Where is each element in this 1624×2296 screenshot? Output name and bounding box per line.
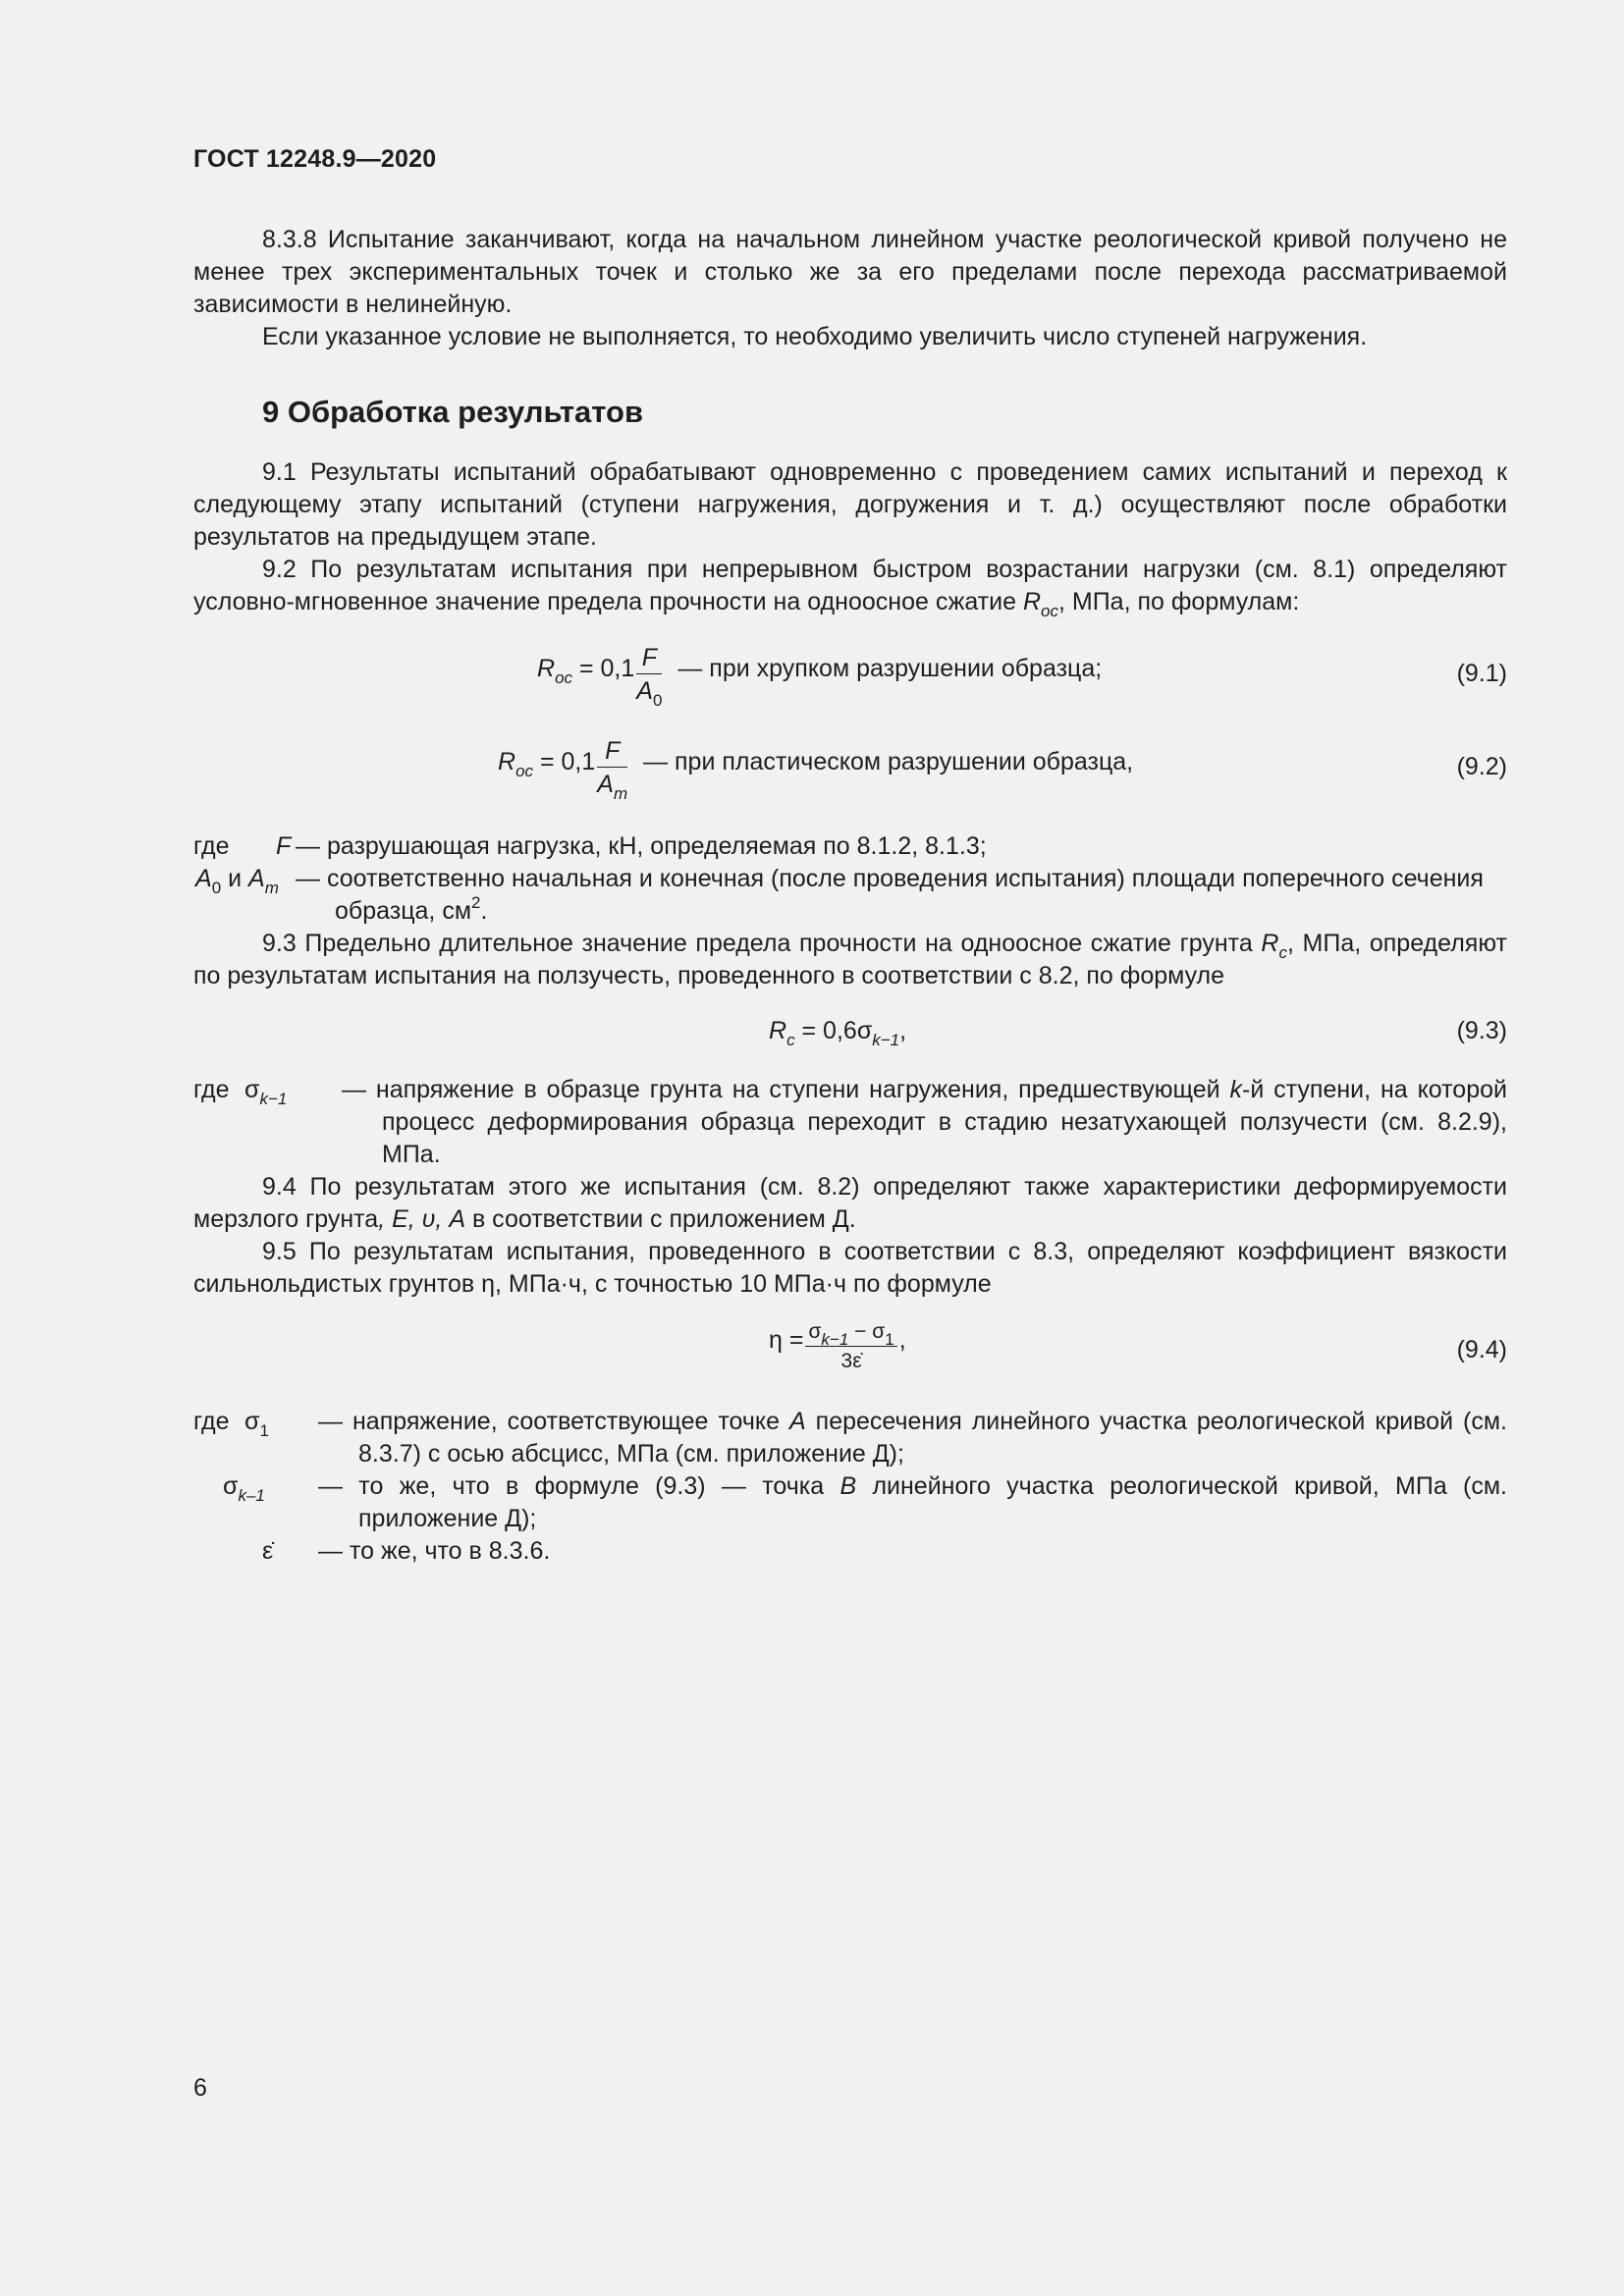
page-number: 6	[193, 2074, 207, 2102]
formula-9-2	[193, 736, 1507, 825]
formula-number: (9.1)	[1456, 660, 1507, 687]
definitions-9-3	[193, 1074, 1507, 1171]
formula-9-1	[193, 643, 1507, 731]
paragraph-text: Если указанное условие не выполняется, то необходимо увеличить число ступеней нагружения.	[262, 323, 1368, 350]
paragraph-text: 9.2 По результатам испытания при непрерывном быстром возрастании нагрузки (см. 8.1) определяют условно-мгновенное значение предела прочности на одноосное сжатие $R_{oc}$, МПа, по формулам:	[193, 556, 1507, 620]
formula-body: $R_c = 0,6\sigma_{k-1}$,	[769, 1017, 907, 1049]
formula-body: η = $\frac{\sigma_{k-1} - \sigma_1}{3\varepsiloṅ}$ ,	[769, 1320, 906, 1372]
definition-item: где F — разрушающая нагрузка, кН, определяемая по 8.1.2, 8.1.3;	[193, 830, 1507, 863]
paragraph-text: 9.4 По результатам этого же испытания (см. 8.2) определяют также характеристики деформируемости мерзлого грунта, E, υ, A в соответствии с приложением Д.	[193, 1173, 1507, 1233]
formula-body: $R_{oc} = 0,1$ $\frac{F}{A_0}$ — при хрупком разрушении образца;	[537, 644, 1103, 710]
paragraph-9-2	[193, 554, 1507, 618]
fraction: $\frac{\sigma_{k-1} - \sigma_1}{3\varepsiloṅ}$	[805, 1319, 896, 1374]
fraction: $\frac{F}{A_0}$	[636, 644, 663, 710]
paragraph-8-3-8	[193, 224, 1507, 353]
section-title: 9 Обработка результатов	[262, 395, 644, 429]
where-label: где	[193, 1076, 230, 1103]
paragraph-9-4	[193, 1171, 1507, 1301]
definition-item: $\sigma_{k-1}$ — то же, что в формуле (9.3) — точка B линейного участка реологической кривой, МПа (см. приложение Д);	[223, 1472, 1507, 1532]
definitions-9-4	[193, 1406, 1507, 1568]
definition-item: где $\sigma_1$ — напряжение, соответствующее точке A пересечения линейного участка реологической кривой (см. 8.3.7) с осью абсцисс, МПа (см. приложение Д);	[193, 1408, 1507, 1468]
paragraph-9-3	[193, 928, 1507, 992]
definition-item: где $\sigma_{k-1}$ — напряжение в образце грунта на ступени нагружения, предшествующей k-й ступени, на которой процесс деформирования образца переходит в стадию незатухающей ползучести (см. 8.2.9), МПа.	[193, 1076, 1507, 1168]
formula-9-3	[193, 1017, 1507, 1056]
formula-number: (9.3)	[1456, 1017, 1507, 1044]
formula-number: (9.4)	[1456, 1336, 1507, 1363]
paragraph-text: 9.3 Предельно длительное значение предела прочности на одноосное сжатие грунта $R_c$, МПа, определяют по результатам испытания на ползучесть, проведенного в соответствии с 8.2, по формуле	[193, 930, 1507, 989]
paragraph-text: 8.3.8 Испытание заканчивают, когда на начальном линейном участке реологической кривой получено не менее трех экспериментальных точек и столько же за его пределами после перехода рассматриваемой зависимости в нелинейную.	[193, 226, 1507, 318]
where-label: где	[193, 832, 230, 860]
paragraph-9-1	[193, 456, 1507, 554]
where-label: где	[193, 1408, 230, 1435]
formula-9-4	[193, 1319, 1507, 1388]
paragraph-text: 9.1 Результаты испытаний обрабатывают одновременно с проведением самих испытаний и переход к следующему этапу испытаний (ступени нагружения, догружения и т. д.) осуществляют после обработки результатов на предыдущем этапе.	[193, 458, 1507, 551]
formula-body: $R_{oc} = 0,1$ $\frac{F}{A_m}$ — при пластическом разрушении образца,	[498, 737, 1134, 803]
paragraph-9-5: 9.5 По результатам испытания, проведенного в соответствии с 8.3, определяют коэффициент вязкости сильнольдистых грунтов η, МПа·ч, с точностью 10 МПа·ч по формуле	[193, 1238, 1507, 1298]
fraction: $\frac{F}{A_m}$	[597, 737, 628, 803]
definition-item: $A_0$ и $A_m$ — соответственно начальная и конечная (после проведения испытания) площади поперечного сечения образца, $см^2$.	[195, 865, 1484, 925]
document-code: ГОСТ 12248.9—2020	[193, 145, 437, 173]
formula-number: (9.2)	[1456, 753, 1507, 780]
definition-item: ε̇ — то же, что в 8.3.6.	[262, 1537, 551, 1565]
definitions-9-2	[193, 830, 1507, 928]
